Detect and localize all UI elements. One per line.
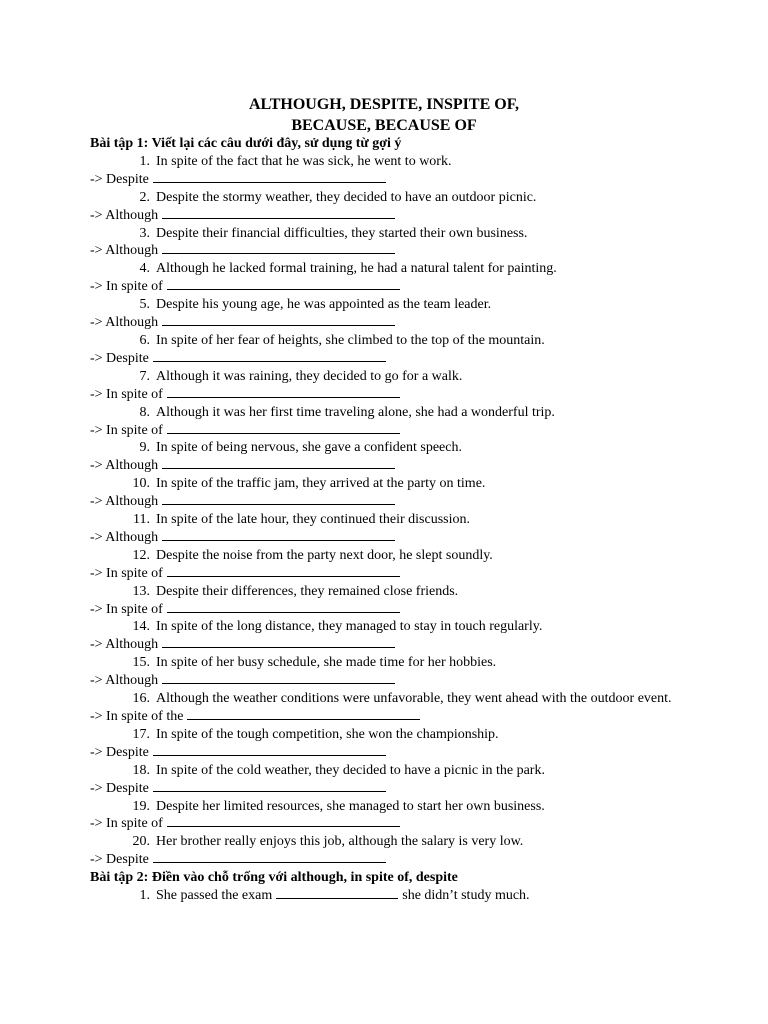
- answer-blank[interactable]: [153, 790, 386, 792]
- question-text: In spite of the traffic jam, they arrived at the party on time.: [156, 476, 486, 492]
- question-number: 6.: [139, 332, 150, 348]
- question-number: 1.: [139, 153, 150, 169]
- answer-prompt: -> In spite of: [90, 816, 163, 832]
- answer-line: [90, 601, 690, 619]
- answer-line: [90, 815, 690, 833]
- question-text: Despite their financial difficulties, they started their own business.: [156, 225, 528, 241]
- answer-blank[interactable]: [153, 360, 386, 362]
- question-text: [156, 887, 690, 905]
- question-number: 17.: [132, 726, 150, 742]
- answer-blank[interactable]: [162, 503, 395, 505]
- question-text: Despite his young age, he was appointed as the team leader.: [156, 297, 492, 313]
- question-text: In spite of the cold weather, they decided to have a picnic in the park.: [156, 762, 545, 778]
- question-text: Despite her limited resources, she managed to start her own business.: [156, 798, 545, 814]
- answer-line: [90, 207, 690, 225]
- question-text: Although it was raining, they decided to go for a walk.: [156, 368, 463, 384]
- exercise-1-question: [90, 439, 690, 457]
- exercise-1-question: [90, 511, 690, 529]
- answer-prompt: -> In spite of: [90, 386, 163, 402]
- question-number: 8.: [139, 404, 150, 420]
- question-text: In spite of being nervous, she gave a confident speech.: [156, 440, 462, 456]
- answer-prompt: -> Despite: [90, 171, 149, 187]
- answer-blank[interactable]: [167, 611, 400, 613]
- question-text: Her brother really enjoys this job, although the salary is very low.: [156, 834, 524, 850]
- exercise-1-heading: Bài tập 1: Viết lại các câu dưới đây, sử dụng từ gợi ý: [90, 136, 402, 151]
- answer-line: [90, 386, 690, 404]
- question-number: 4.: [139, 261, 150, 277]
- answer-blank[interactable]: [153, 861, 386, 863]
- question-text: In spite of the tough competition, she won the championship.: [156, 726, 499, 742]
- answer-prompt: -> Despite: [90, 744, 149, 760]
- exercise-1-list: [90, 153, 690, 869]
- question-number: 18.: [132, 762, 150, 778]
- answer-blank[interactable]: [162, 539, 395, 541]
- question-text: In spite of the fact that he was sick, he went to work.: [156, 153, 452, 169]
- question-number: 12.: [132, 547, 150, 563]
- question-text-before: She passed the exam: [156, 888, 273, 904]
- answer-blank[interactable]: [167, 432, 400, 434]
- exercise-1-question: [90, 583, 690, 601]
- question-number: 14.: [132, 619, 150, 635]
- answer-line: [90, 350, 690, 368]
- question-number: 16.: [132, 691, 150, 707]
- exercise-1-question: [90, 225, 690, 243]
- exercise-1-question: [90, 654, 690, 672]
- question-text: Despite the stormy weather, they decided to have an outdoor picnic.: [156, 189, 537, 205]
- question-text: Despite the noise from the party next door, he slept soundly.: [156, 547, 493, 563]
- answer-blank[interactable]: [153, 181, 386, 183]
- question-number: 1.: [139, 888, 150, 904]
- exercise-1-question: [90, 618, 690, 636]
- answer-prompt: -> Although: [90, 673, 159, 689]
- answer-line: [90, 708, 690, 726]
- question-text: In spite of her busy schedule, she made time for her hobbies.: [156, 655, 497, 671]
- answer-prompt: -> In spite of: [90, 565, 163, 581]
- exercise-1-question: [90, 260, 690, 278]
- answer-prompt: -> Although: [90, 529, 159, 545]
- exercise-2-question: [90, 887, 690, 905]
- answer-prompt: -> Although: [90, 637, 159, 653]
- question-text: Despite their differences, they remained close friends.: [156, 583, 459, 599]
- answer-line: [90, 242, 690, 260]
- answer-blank[interactable]: [162, 467, 395, 469]
- answer-prompt: -> Despite: [90, 780, 149, 796]
- question-number: 11.: [133, 512, 150, 528]
- page-title-line-2: BECAUSE, BECAUSE OF: [291, 117, 477, 134]
- answer-blank[interactable]: [162, 252, 395, 254]
- exercise-1-question: [90, 296, 690, 314]
- answer-line: [90, 851, 690, 869]
- question-number: 20.: [132, 834, 150, 850]
- answer-blank[interactable]: [167, 575, 400, 577]
- question-text: Although it was her first time traveling alone, she had a wonderful trip.: [156, 404, 555, 420]
- question-number: 5.: [139, 297, 150, 313]
- answer-prompt: -> Although: [90, 458, 159, 474]
- answer-line: [90, 672, 690, 690]
- question-text-after: she didn’t study much.: [402, 888, 530, 904]
- exercise-2-list: [90, 887, 690, 905]
- answer-line: [90, 314, 690, 332]
- answer-prompt: -> Although: [90, 315, 159, 331]
- question-number: 3.: [139, 225, 150, 241]
- question-number: 9.: [139, 440, 150, 456]
- answer-prompt: -> Although: [90, 207, 159, 223]
- answer-blank[interactable]: [162, 217, 395, 219]
- exercise-1-question: [90, 762, 690, 780]
- answer-prompt: -> Although: [90, 494, 159, 510]
- answer-prompt: -> Although: [90, 243, 159, 259]
- answer-line: [90, 565, 690, 583]
- answer-line: [90, 278, 690, 296]
- answer-line: [90, 457, 690, 475]
- answer-line: [90, 493, 690, 511]
- answer-prompt: -> In spite of: [90, 601, 163, 617]
- exercise-1-question: [90, 404, 690, 422]
- answer-prompt: -> Despite: [90, 350, 149, 366]
- answer-blank[interactable]: [187, 718, 420, 720]
- answer-blank[interactable]: [167, 825, 400, 827]
- exercise-1-question: [90, 332, 690, 350]
- answer-line: [90, 529, 690, 547]
- question-text: Although the weather conditions were unfavorable, they went ahead with the outdoor event.: [156, 691, 672, 707]
- exercise-1-question: [90, 726, 690, 744]
- exercise-1-question: [90, 690, 690, 708]
- answer-blank[interactable]: [167, 396, 400, 398]
- exercise-1-question: [90, 153, 690, 171]
- answer-line: [90, 780, 690, 798]
- question-number: 10.: [132, 476, 150, 492]
- question-number: 13.: [132, 583, 150, 599]
- question-text: In spite of her fear of heights, she climbed to the top of the mountain.: [156, 332, 545, 348]
- exercise-1-question: [90, 833, 690, 851]
- question-number: 7.: [139, 368, 150, 384]
- document-body: [90, 135, 690, 905]
- question-number: 2.: [139, 189, 150, 205]
- answer-prompt: -> In spite of the: [90, 709, 184, 724]
- answer-blank[interactable]: [162, 646, 395, 648]
- answer-blank[interactable]: [162, 682, 395, 684]
- exercise-1-question: [90, 798, 690, 816]
- answer-line: [90, 636, 690, 654]
- answer-prompt: -> In spite of: [90, 422, 163, 438]
- exercise-1-question: [90, 368, 690, 386]
- answer-prompt: -> Despite: [90, 852, 149, 868]
- exercise-1-question: [90, 547, 690, 565]
- question-number: 19.: [132, 798, 150, 814]
- answer-line: [90, 171, 690, 189]
- answer-blank[interactable]: [167, 288, 400, 290]
- answer-line: [90, 422, 690, 440]
- page-title-line-1: ALTHOUGH, DESPITE, INSPITE OF,: [248, 96, 519, 113]
- answer-prompt: -> In spite of: [90, 279, 163, 295]
- answer-line: [90, 744, 690, 762]
- exercise-1-question: [90, 189, 690, 207]
- question-number: 15.: [132, 655, 150, 671]
- question-text: In spite of the late hour, they continued their discussion.: [156, 512, 470, 528]
- answer-blank[interactable]: [162, 324, 395, 326]
- question-text: Although he lacked formal training, he had a natural talent for painting.: [156, 261, 557, 277]
- fill-in-blank[interactable]: [276, 897, 398, 899]
- exercise-1-question: [90, 475, 690, 493]
- answer-blank[interactable]: [153, 754, 386, 756]
- question-text: In spite of the long distance, they managed to stay in touch regularly.: [156, 619, 543, 635]
- exercise-2-heading: Bài tập 2: Điền vào chỗ trống với although, in spite of, despite: [90, 870, 458, 886]
